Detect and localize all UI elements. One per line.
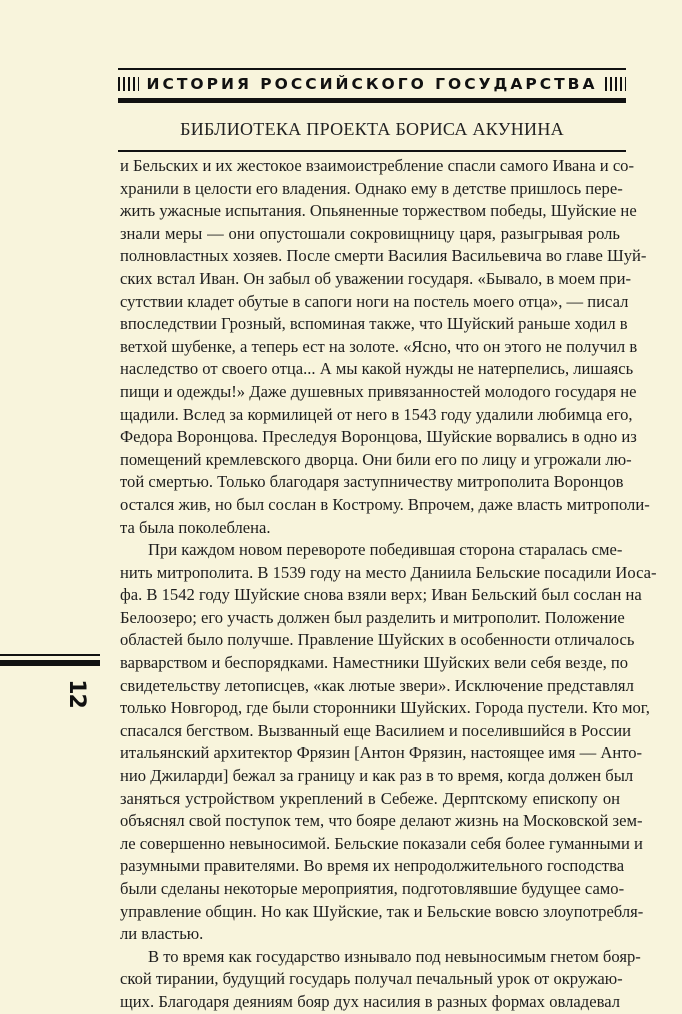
page-number-rule-thick	[0, 660, 100, 666]
text-line: впоследствии Грозный, вспоминая также, что Шуйский раньше ходил в	[120, 314, 628, 334]
text-line: только Новгород, где были сторонники Шуйских. Города пустели. Кто мог,	[120, 698, 650, 718]
page-number-rule-thin	[0, 654, 100, 656]
text-line: и Бельских и их жестокое взаимоистребление спасли самого Ивана и со-	[120, 156, 635, 175]
text-line: пищи и одежды!» Даже душевных привязанностей молодого государя не	[120, 381, 637, 401]
text-line: разумными правителями. Во время их непродолжительного господства	[120, 856, 625, 876]
text-line: жить ужасные испытания. Опьяненные торжеством победы, Шуйские не	[120, 201, 637, 221]
text-line: свидетельству летописцев, «как лютые звери». Исключение представлял	[120, 675, 634, 695]
text-line: спасался бегством. Вызванный еще Василием и поселившийся в России	[120, 720, 632, 740]
series-subtitle: БИБЛИОТЕКА ПРОЕКТА БОРИСА АКУНИНА	[180, 119, 564, 139]
text-line: областей было получше. Правление Шуйских в особенности отличалось	[120, 630, 635, 650]
text-line: ских встал Иван. Он забыл об уважении государя. «Бывало, в моем при-	[120, 268, 632, 288]
text-line: были сделаны некоторые мероприятия, подготовлявшие будущее само-	[120, 879, 625, 898]
text-line: наследство от своего отца... А мы какой нужды не натерпелись, лишаясь	[120, 359, 634, 379]
series-title-row	[118, 70, 626, 98]
text-line: фа. В 1542 году Шуйские снова взяли верх; Иван Бельский был сослан на	[120, 585, 642, 605]
text-line: знали меры — они опустошали сокровищницу царя, разыгрывая роль	[120, 223, 620, 243]
text-line: остался жив, но был сослан в Кострому. Впрочем, даже власть митрополи-	[120, 494, 650, 514]
text-line: ской тирании, будущий государь получал печальный урок от окружаю-	[120, 969, 623, 989]
text-line: нить митрополита. В 1539 году на место Даниила Бельские посадили Иоса-	[120, 562, 657, 582]
series-title: ИСТОРИЯ РОССИЙСКОГО ГОСУДАРСТВА	[146, 75, 598, 93]
text-line: объяснял свой поступок тем, что бояре делают жизнь на Московской зем-	[120, 811, 643, 831]
text-line: той смертью. Только благодаря заступничеству митрополита Воронцов	[120, 472, 624, 492]
text-line: При каждом новом перевороте победившая сторона старалась сме-	[148, 540, 623, 560]
text-line: варварством и беспорядками. Наместники Шуйских вели себя везде, по	[120, 653, 629, 673]
text-line: ветхой шубенке, а теперь ест на золоте. «Ясно, что он этого не получил в	[120, 336, 638, 356]
text-line: нио Джиларди] бежал за границу и как раз в то время, когда должен был	[120, 766, 634, 786]
text-line: заняться устройством укреплений в Себеже. Дерптскому епископу он	[120, 788, 620, 808]
text-line: ли властью.	[120, 924, 204, 944]
text-line: щадили. Вслед за кормилицей от него в 1543 году удалили любимца его,	[120, 404, 633, 424]
text-line: ле совершенно невыносимой. Бельские показали себя более гуманными и	[120, 833, 643, 853]
text-line: Белоозеро; его участь должен был разделить и митрополит. Положение	[120, 607, 625, 627]
subtitle-rule	[118, 150, 626, 152]
text-line: итальянский архитектор Фрязин [Антон Фрязин, настоящее имя — Анто-	[120, 743, 643, 763]
title-hatch-left	[118, 77, 139, 91]
body-text	[120, 155, 657, 1014]
text-line: Федора Воронцова. Преследуя Воронцова, Шуйские ворвались в одно из	[120, 427, 637, 447]
text-line: хранили в целости его владения. Однако ему в детстве пришлось пере-	[120, 178, 623, 198]
page-number: 12	[63, 679, 89, 708]
text-line: та была поколеблена.	[120, 517, 271, 537]
header-bottom-rule	[118, 98, 626, 103]
title-hatch-right	[605, 77, 626, 91]
text-line: сутствии кладет обутые в сапоги ноги на постель моего отца», — писал	[120, 291, 629, 311]
text-line: помещений кремлевского дворца. Они били его по лицу и угрожали лю-	[120, 449, 632, 469]
text-line: полновластных хозяев. После смерти Василия Васильевича во главе Шуй-	[120, 246, 647, 266]
text-line: щих. Благодаря деяниям бояр дух насилия в разных формах овладевал	[120, 991, 620, 1011]
text-line: управление общин. Но как Шуйские, так и Бельские вовсю злоупотребля-	[120, 901, 644, 921]
running-header	[118, 68, 626, 152]
text-line: В то время как государство изнывало под невыносимым гнетом бояр-	[148, 946, 641, 966]
